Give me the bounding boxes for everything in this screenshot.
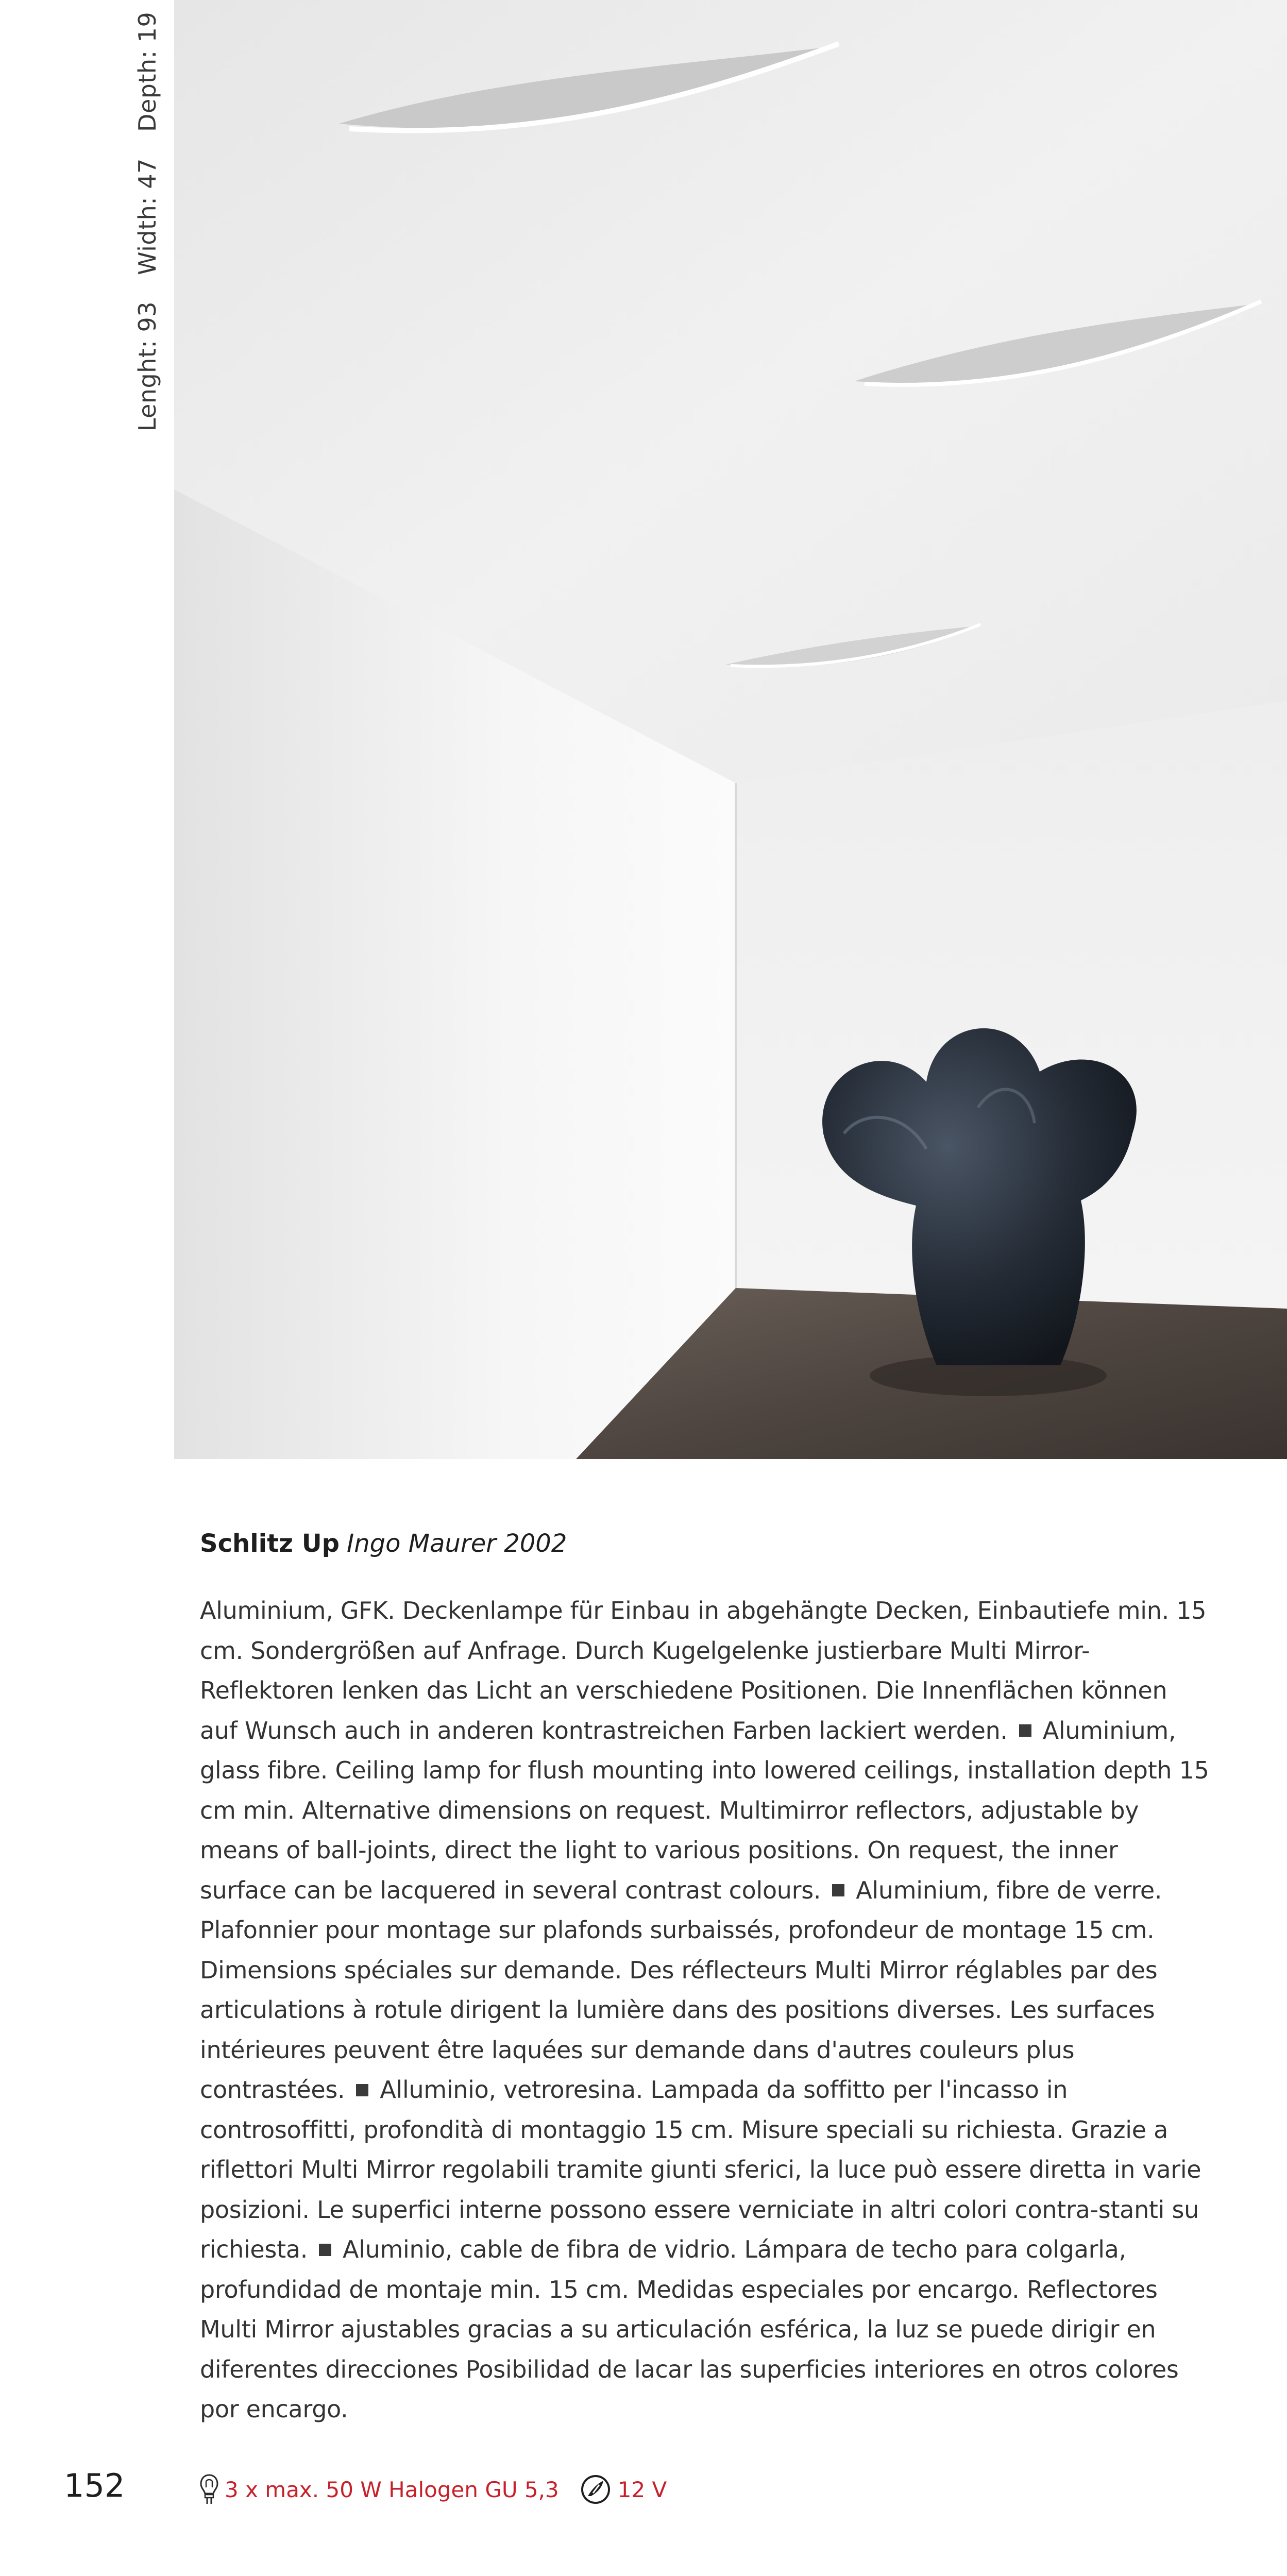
description-es: Aluminio, cable de fibra de vidrio. Lámpara de techo para colgarla, profundidad de montaje min. 15 cm. Medidas especiales por encargo. Reflectores Multi Mirror ajustables gracias a su articulación esférica, la luz se puede dirigir en diferentes direcciones Posibilidad de lacar las superficies interiores en otros colores por encargo.: [200, 2235, 1179, 2423]
dimensions-text: [133, 3, 161, 441]
product-name: Schlitz Up: [200, 1529, 340, 1558]
interior-photo-illustration: [174, 0, 1287, 1459]
halogen-bulb-icon: [199, 2473, 219, 2506]
dimension-depth: Depth: 19: [133, 11, 161, 132]
bulb-spec-text: 3 x max. 50 W Halogen GU 5,3: [225, 2477, 559, 2502]
description-it: Alluminio, vetroresina. Lampada da soffitto per l'incasso in controsoffitti, profondità di montaggio 15 cm. Misure speciali su richiesta. Grazie a riflettori Multi Mirror regolabili tramite giunti sferici, la luce può essere diretta in varie posizioni. Le superfici interne possono essere verniciate in altri colori contra-stanti su richiesta.: [200, 2076, 1201, 2263]
separator-square-icon: [319, 2244, 331, 2256]
separator-square-icon: [356, 2084, 368, 2096]
dimensions-label: [122, 0, 173, 443]
description-de: Aluminium, GFK. Deckenlampe für Einbau in abgehängte Decken, Einbautiefe min. 15 cm. Sondergrößen auf Anfrage. Durch Kugelgelenke justierbare Multi Mirror-Reflektoren lenken das Licht an verschiedene Positionen. Die Innenflächen können auf Wunsch auch in anderen kontrastreichen Farben lackiert werden.: [200, 1597, 1207, 1744]
description-en: Aluminium, glass fibre. Ceiling lamp for flush mounting into lowered ceilings, installation depth 15 cm min. Alternative dimensions on request. Multimirror reflectors, adjustable by means of ball-joints, direct the light to various positions. On request, the inner surface can be lacquered in several contrast colours.: [200, 1716, 1209, 1904]
voltage-text: 12 V: [617, 2477, 667, 2502]
separator-square-icon: [1019, 1724, 1031, 1737]
product-description: [200, 1591, 1210, 2430]
product-title: [200, 1529, 567, 1558]
dimension-length: Lenght: 93: [133, 301, 161, 432]
dimension-width: Width: 47: [133, 158, 161, 275]
page-number: 152: [64, 2467, 125, 2504]
separator-square-icon: [832, 1884, 844, 1896]
technical-spec: [199, 2473, 667, 2506]
description-paragraph: [200, 1591, 1210, 2430]
description-fr: Aluminium, fibre de verre. Plafonnier pour montage sur plafonds surbaissés, profondeur de montage 15 cm. Dimensions spéciales sur demande. Des réflecteurs Multi Mirror réglables par des articulations à rotule dirigent la lumière dans des positions diverses. Les surfaces intérieures peuvent être laquées sur demande dans d'autres couleurs plus contrastées.: [200, 1876, 1162, 2104]
product-designer-year: Ingo Maurer 2002: [347, 1529, 567, 1558]
transformer-icon: [580, 2473, 612, 2505]
product-photo: [174, 0, 1287, 1459]
